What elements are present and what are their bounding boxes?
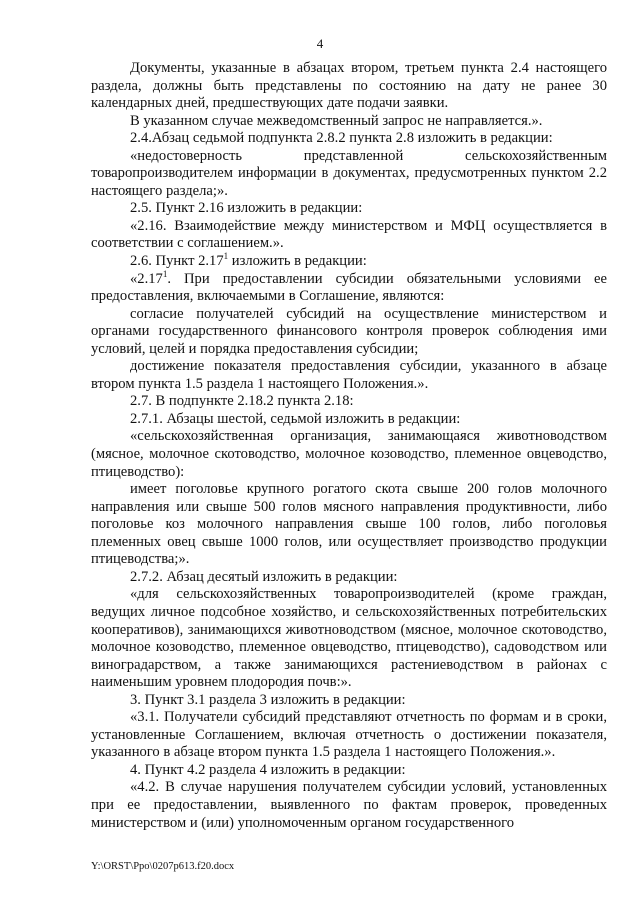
page-number: 4: [316, 36, 324, 51]
paragraph: «2.16. Взаимодействие между министерством и МФЦ осуществляется в соответствии с соглашением.».: [91, 217, 607, 252]
paragraph: 3. Пункт 3.1 раздела 3 изложить в редакции:: [130, 691, 406, 708]
paragraph: 2.5. Пункт 2.16 изложить в редакции:: [130, 200, 363, 217]
paragraph: «для сельскохозяйственных товаропроизводителей (кроме граждан, ведущих личное подсобное хозяйство, и сельскохозяйственных потребительских кооперативов), занимающихся животноводством (мясное, молочное скотоводство, молочное козоводство, племенное овцеводство, птицеводство), садоводством или виноградарством, а также занимающихся растениеводством в районах с наименьшим уровнем плодородия почв:».: [91, 586, 607, 691]
paragraph: 2.4.Абзац седьмой подпункта 2.8.2 пункта 2.8 изложить в редакции:: [130, 130, 553, 147]
superscript: 1: [162, 268, 168, 279]
paragraph: [91, 253, 607, 271]
paragraph-text: 2.6. Пункт 2.17: [130, 253, 224, 270]
paragraph: 4. Пункт 4.2 раздела 4 изложить в редакции:: [130, 761, 406, 778]
footer-file-path: Y:\ORST\Ppo\0207p613.f20.docx: [91, 861, 235, 872]
paragraph-text: изложить в редакции:: [228, 253, 367, 270]
paragraph: Документы, указанные в абзацах втором, третьем пункта 2.4 настоящего раздела, должны быть представлены по состоянию на дату не ранее 30 календарных дней, предшествующих дате подачи заявки.: [91, 60, 607, 112]
superscript: 1: [223, 251, 229, 262]
paragraph: «сельскохозяйственная организация, занимающаяся животноводством (мясное, молочное скотоводство, молочное козоводство, племенное овцеводство, птицеводство):: [91, 428, 607, 480]
document-body: [91, 60, 607, 832]
paragraph: 2.7. В подпункте 2.18.2 пункта 2.18:: [130, 393, 354, 410]
paragraph: «4.2. В случае нарушения получателем субсидии условий, установленных при ее предоставлении, выявленного по фактам проверок, проведенных министерством и (или) уполномоченным органом государственного: [91, 779, 607, 831]
paragraph-text: «2.17: [130, 270, 163, 287]
paragraph: согласие получателей субсидий на осуществление министерством и органами государственного финансового контроля проверок соблюдения ими условий, целей и порядка предоставления субсидии;: [91, 305, 607, 357]
paragraph-text: . При предоставлении субсидии обязательными условиями ее предоставления, включаемыми в Соглашение, являются:: [91, 270, 607, 305]
paragraph: имеет поголовье крупного рогатого скота свыше 200 голов молочного направления или свыше 500 голов мясного направления продуктивности, либо поголовье коз молочного направления свыше 100 голов, либо поголовья племенных овец свыше 1000 голов, или осуществляет производство продукции птицеводства;».: [91, 481, 607, 568]
paragraph: «3.1. Получатели субсидий представляют отчетность по формам и в сроки, установленные Соглашением, включая отчетность о достижении показателя, указанного в абзаце втором пункта 1.5 раздела 1 настоящего Положения.».: [91, 709, 607, 761]
paragraph: В указанном случае межведомственный запрос не направляется.».: [130, 112, 543, 129]
paragraph: достижение показателя предоставления субсидии, указанного в абзаце втором пункта 1.5 раздела 1 настоящего Положения.».: [91, 358, 607, 392]
paragraph: 2.7.2. Абзац десятый изложить в редакции:: [130, 568, 398, 585]
paragraph: 2.7.1. Абзацы шестой, седьмой изложить в редакции:: [130, 410, 461, 427]
paragraph: «недостоверность представленной сельскохозяйственным товаропроизводителем информации в документах, предусмотренных пунктом 2.2 настоящего раздела;».: [91, 147, 607, 199]
paragraph: [91, 268, 607, 306]
